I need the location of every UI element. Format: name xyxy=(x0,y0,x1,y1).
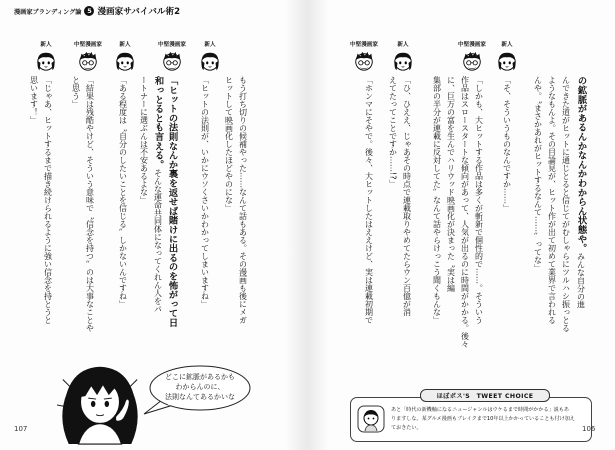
text-column: ヒットして映画化したほどやのにな」 xyxy=(224,76,234,212)
shinjin-face-icon xyxy=(199,50,221,72)
bubble-line: 法則なんてあるかいな xyxy=(165,393,235,401)
bubble-line: どこに鉱脈があるかも xyxy=(165,373,235,381)
body-text: みんな自分の進 xyxy=(576,252,586,309)
tweet-line: あと「時代の新機軸になるニュージャンルはウケるまで時間がかかる」説もあ xyxy=(391,407,569,413)
tweet-line: りますしな。某グルメ漫画もブレイクまで10年以上かかっていることも付け加え xyxy=(391,416,575,422)
text-column: 集部の半分が連載に反対してた〟なんて話やらけっこう聞くもんな」 xyxy=(432,76,442,324)
text-column: 「ひ、ひええ、じゃあその時点で連載取りやめてたらウン百億が消 xyxy=(402,76,412,316)
tweet-text xyxy=(391,406,587,433)
text-column: 「結果は残酷やけど、そういう意味で〝信念を持つ〟のは大事なことや xyxy=(85,76,95,332)
text-column: 「ホンマにそやで。後々、大ヒットしたはええけど、実は連載初期で xyxy=(364,76,374,324)
text-column: んできた道がヒットに通じとると信じてがむしゃらにツルハシ振っとる xyxy=(561,76,571,332)
text-column: えてたってことですか……!?」 xyxy=(388,76,398,188)
tweet-line: ておきたい。 xyxy=(391,425,422,431)
author-avatar-icon xyxy=(357,405,385,433)
text-column: 思います！」 xyxy=(29,76,39,124)
text-column: んや。〝まさかあれがヒットするなんて……〟ってな」 xyxy=(533,76,543,272)
page-number-left: 107 xyxy=(14,425,28,433)
running-header xyxy=(14,5,180,17)
chapter-number-badge: 5 xyxy=(84,6,94,16)
text-column: に、巨万の富を生んでハリウッド映画化が決まった〝実は編 xyxy=(446,76,456,292)
text-column: 「ヒットの法則が、いかにウソくさいかわかってしまいますね」 xyxy=(200,76,210,308)
bold-text: の鉱脈があるんかなんかわからん状態や。 xyxy=(575,76,587,253)
speaker-label: 中堅漫画家 xyxy=(74,42,102,48)
body-text: そんな運命共同体になってくれん人をパ xyxy=(153,169,163,313)
page-number-right: 106 xyxy=(582,425,596,433)
speaker-label: 中堅漫画家 xyxy=(458,42,486,48)
page-gutter xyxy=(285,0,329,450)
shinjin-face-icon xyxy=(114,50,136,72)
speaker-label: 新人 xyxy=(119,42,131,48)
shinjin-face-icon xyxy=(496,50,518,72)
text-column: ようなもんよ。その目論見が、ヒット作が出て初めて業界で言われる xyxy=(547,76,557,324)
character-illustration xyxy=(50,358,150,446)
bold-text: 「ヒットの法則なんか裏を返せば賭けに出るのを怖がって日 xyxy=(166,76,178,328)
text-column: と思う」 xyxy=(71,76,81,108)
chuken-face-icon xyxy=(353,50,375,72)
text-column: ートナーに選ぶんは不安あるよな」 xyxy=(139,76,149,204)
shinjin-face-icon xyxy=(35,50,57,72)
speaker-label: 新人 xyxy=(204,42,216,48)
tweet-choice-title: ほぼボス'S TWEET CHOICE xyxy=(420,389,550,402)
speaker-label: 中堅漫画家 xyxy=(350,42,378,48)
speaker-label: 中堅漫画家 xyxy=(158,42,186,48)
bold-text: 和っとるとも言える。 xyxy=(152,76,164,169)
shinjin-face-icon xyxy=(392,50,414,72)
text-column: 「じゃあ、ヒットするまで描き続けられるように強い信念を持とうと xyxy=(43,76,53,324)
chuken-face-icon xyxy=(161,50,183,72)
text-column: 「ある程度は〝自分のしたいことを信じる〟しかないんですね」 xyxy=(118,76,128,308)
speaker-label: 新人 xyxy=(40,42,52,48)
text-column xyxy=(166,76,179,352)
text-column xyxy=(575,76,588,352)
speech-bubble-text xyxy=(152,372,248,402)
text-column: 「そ、そういうものなんですか……」 xyxy=(502,76,512,212)
text-column: もう打ち切りの候補やった……なんて話もある。その漫画も後にメガ xyxy=(238,76,248,324)
chuken-face-icon xyxy=(461,50,483,72)
speaker-label: 新人 xyxy=(501,42,513,48)
text-column xyxy=(152,76,165,352)
speaker-label: 新人 xyxy=(397,42,409,48)
chapter-title: 漫画家サバイバル術2 xyxy=(97,7,181,17)
chuken-face-icon xyxy=(77,50,99,72)
text-column: 作品はスロースタートな傾向があって、人気が出るのに時間がかかる。後々 xyxy=(460,76,470,348)
series-title: 漫画家ブランディング論 xyxy=(14,8,82,16)
bubble-line: わからんのに、 xyxy=(175,383,225,391)
text-column: 「しかも、大ヒットする作品は多くが斬新で個性的で……。そういう xyxy=(474,76,484,324)
